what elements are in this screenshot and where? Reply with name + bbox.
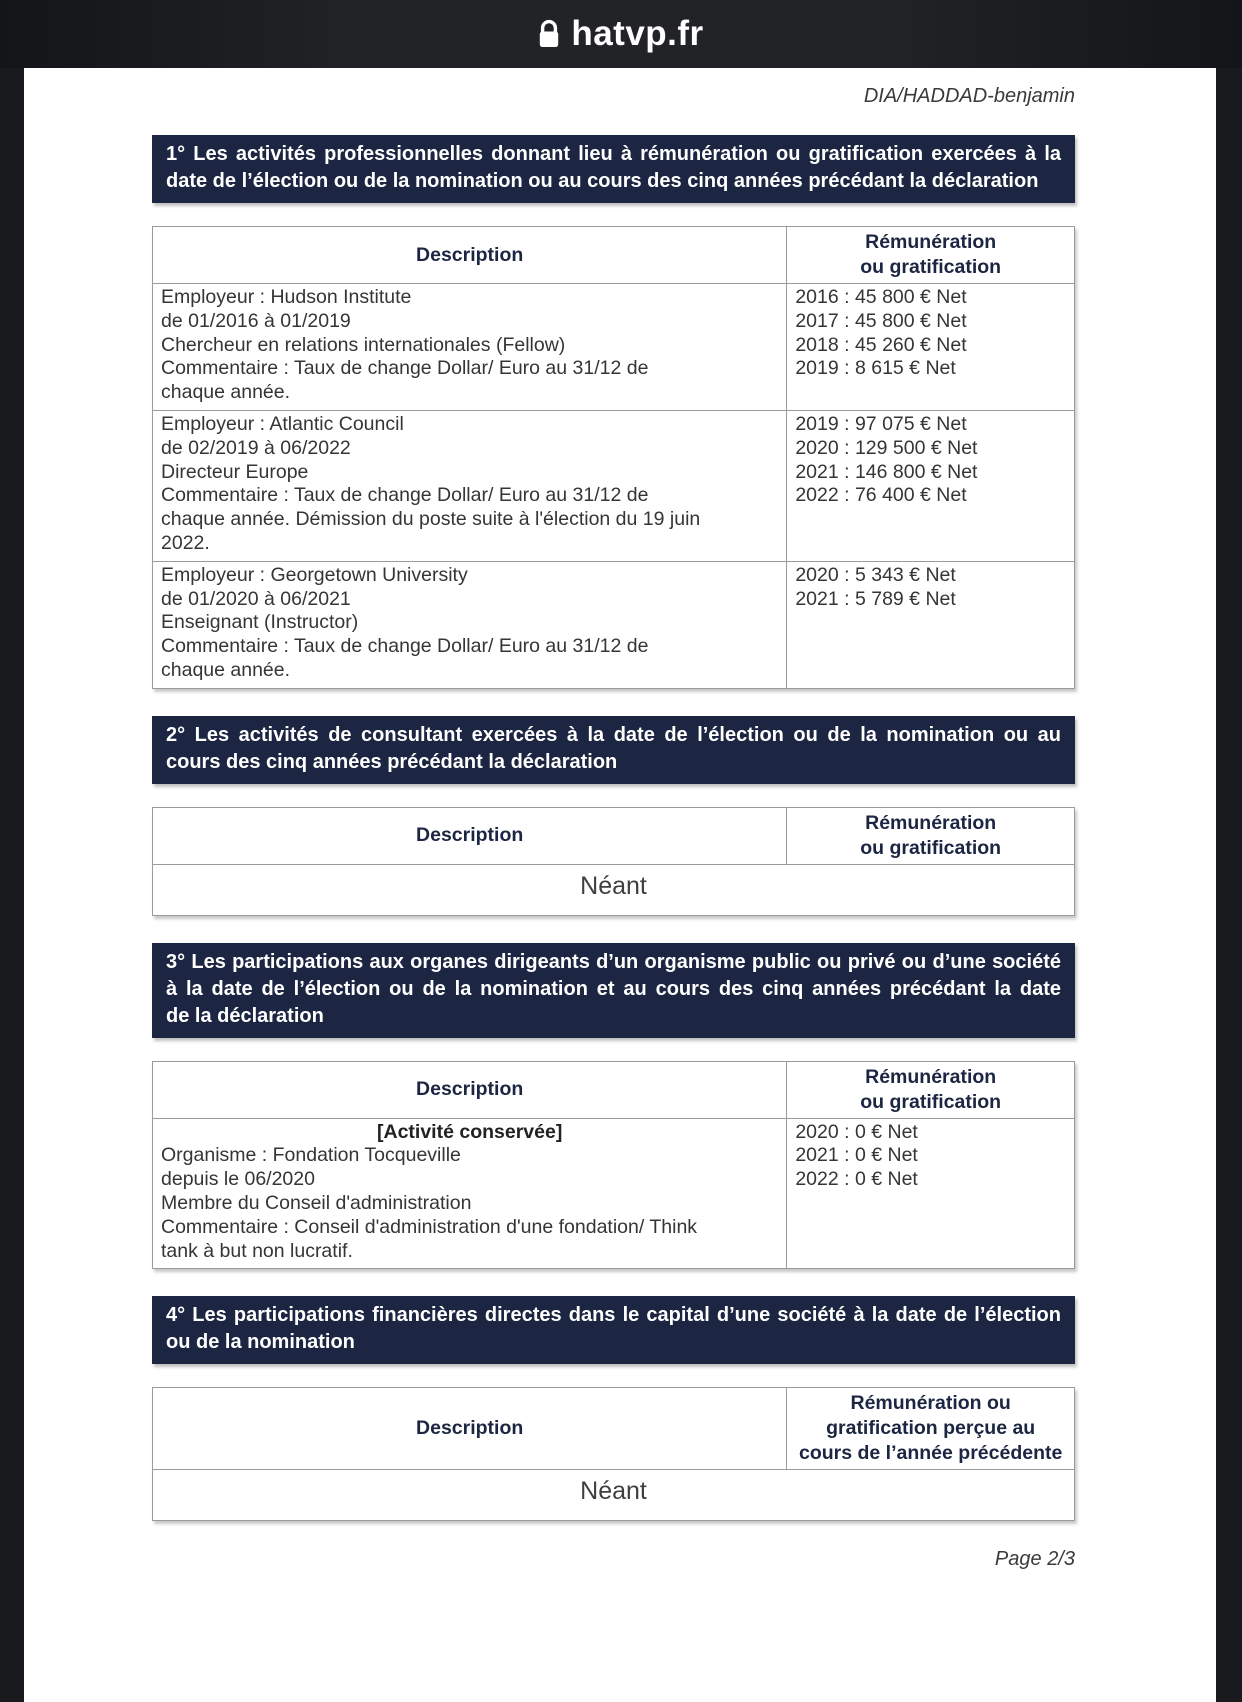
description-line: Commentaire : Conseil d'administration d'une fondation/ Think	[161, 1215, 698, 1238]
section-table-4	[152, 1387, 1075, 1521]
description-cell	[153, 284, 787, 411]
description-line: Employeur : Georgetown University	[161, 563, 468, 586]
description-line: Commentaire : Taux de change Dollar/ Euro au 31/12 de	[161, 635, 649, 658]
description-col-header-line: Description	[416, 1078, 524, 1101]
description-line: Directeur Europe	[161, 460, 309, 483]
table-header-row	[153, 1388, 1075, 1470]
lock-icon	[538, 19, 560, 50]
description-line: chaque année. Démission du poste suite à l'élection du 19 juin	[161, 508, 701, 531]
remuneration-cell	[787, 1118, 1075, 1269]
description-line: depuis le 06/2020	[161, 1168, 315, 1191]
remuneration-line: 2022 : 76 400 € Net	[795, 484, 967, 507]
remuneration-col-header-line: gratification perçue au	[826, 1417, 1036, 1440]
remuneration-col-header-line: Rémunération	[865, 231, 997, 253]
remuneration-col-header-line: Rémunération	[865, 1065, 997, 1088]
description-line: de 01/2016 à 01/2019	[161, 309, 351, 332]
remuneration-col-header	[787, 227, 1075, 284]
remuneration-line: 2020 : 129 500 € Net	[795, 436, 978, 459]
browser-address-bar[interactable]	[0, 0, 1242, 68]
table-row	[153, 1118, 1075, 1269]
section-header-4	[152, 1296, 1075, 1364]
remuneration-line: 2017 : 45 800 € Net	[795, 309, 967, 332]
description-line: de 02/2019 à 06/2022	[161, 436, 351, 459]
remuneration-cell	[787, 284, 1075, 411]
description-col-header	[153, 227, 787, 284]
activity-kept-label: [Activité conservée]	[377, 1120, 563, 1143]
section-header-1	[152, 135, 1075, 203]
table-header-row	[153, 227, 1075, 284]
section-header-line: 3° Les participations aux organes dirigeants d’un organisme public ou privé ou d’une société	[166, 950, 1061, 973]
page-indicator: Page 2/3	[994, 1548, 1075, 1571]
description-cell	[153, 410, 787, 561]
description-col-header-line: Description	[416, 824, 524, 847]
remuneration-col-header-line: cours de l’année précédente	[798, 1442, 1063, 1465]
description-cell	[153, 1118, 787, 1269]
remuneration-col-header	[787, 1061, 1075, 1118]
neant-row	[153, 864, 1075, 915]
neant-row	[153, 1470, 1075, 1521]
section-header-line: 1° Les activités professionnelles donnant lieu à rémunération ou gratification exercées à la	[166, 143, 1061, 165]
table-row	[153, 410, 1075, 561]
remuneration-col-header	[787, 1388, 1075, 1470]
description-line: Enseignant (Instructor)	[161, 611, 359, 634]
description-line: 2022.	[161, 531, 210, 554]
remuneration-line: 2018 : 45 260 € Net	[795, 333, 967, 356]
description-line: Membre du Conseil d'administration	[161, 1191, 472, 1214]
description-cell	[153, 561, 787, 688]
description-line: Employeur : Hudson Institute	[161, 286, 412, 308]
section-header-line: cours des cinq années précédant la déclaration	[166, 750, 618, 773]
description-line: Organisme : Fondation Tocqueville	[161, 1144, 461, 1167]
description-col-header-line: Description	[416, 1417, 524, 1440]
remuneration-line: 2021 : 0 € Net	[795, 1144, 918, 1167]
remuneration-line: 2020 : 5 343 € Net	[795, 563, 956, 586]
section-table-2	[152, 807, 1075, 916]
remuneration-line: 2021 : 5 789 € Net	[795, 587, 956, 610]
remuneration-col-header-line: Rémunération	[865, 811, 997, 834]
remuneration-line: 2020 : 0 € Net	[795, 1120, 918, 1143]
site-address-label: hatvp.fr	[571, 14, 704, 53]
remuneration-line: 2019 : 8 615 € Net	[795, 357, 956, 380]
remuneration-line: 2021 : 146 800 € Net	[795, 460, 978, 483]
description-line: Commentaire : Taux de change Dollar/ Euro au 31/12 de	[161, 484, 649, 507]
remuneration-line: 2019 : 97 075 € Net	[795, 412, 967, 435]
section-header-line: ou de la nomination	[166, 1331, 355, 1354]
table-header-row	[153, 1061, 1075, 1118]
remuneration-col-header-line: ou gratification	[860, 836, 1002, 859]
description-line: Employeur : Atlantic Council	[161, 412, 404, 435]
remuneration-col-header-line: ou gratification	[860, 1090, 1002, 1113]
remuneration-col-header-line: Rémunération ou	[850, 1392, 1011, 1415]
sections-host	[152, 135, 1075, 1521]
description-col-header-line: Description	[416, 243, 524, 266]
document-content	[152, 68, 1075, 1601]
description-line: chaque année.	[161, 381, 291, 404]
description-line: Chercheur en relations internationales (Fellow)	[161, 333, 566, 356]
doc-ref: DIA/HADDAD-benjamin	[863, 85, 1075, 107]
table-header-row	[153, 807, 1075, 864]
description-line: tank à but non lucratif.	[161, 1239, 353, 1262]
section-table-3	[152, 1061, 1075, 1270]
neant-cell: Néant	[153, 864, 1075, 915]
table-row	[153, 284, 1075, 411]
section-header-2	[152, 716, 1075, 784]
remuneration-line: 2022 : 0 € Net	[795, 1168, 918, 1191]
section-header-line: à la date de l’élection ou de la nomination et au cours des cinq années précédant la date	[166, 977, 1061, 1000]
description-line: Commentaire : Taux de change Dollar/ Euro au 31/12 de	[161, 357, 649, 380]
section-header-3	[152, 943, 1075, 1038]
section-header-line: 4° Les participations financières directes dans le capital d’une société à la date de l’élection	[166, 1304, 1061, 1327]
description-line: de 01/2020 à 06/2021	[161, 587, 351, 610]
remuneration-cell	[787, 410, 1075, 561]
remuneration-col-header-line: ou gratification	[860, 256, 1002, 278]
section-header-line: date de l’élection ou de la nomination ou au cours des cinq années précédant la déclaration	[166, 170, 1039, 192]
document-page	[24, 68, 1216, 1702]
remuneration-col-header	[787, 807, 1075, 864]
section-header-line: de la déclaration	[166, 1004, 324, 1027]
section-header-line: 2° Les activités de consultant exercées à la date de l’élection ou de la nomination ou au	[166, 723, 1061, 746]
description-col-header	[153, 1388, 787, 1470]
remuneration-line: 2016 : 45 800 € Net	[795, 286, 967, 308]
neant-cell: Néant	[153, 1470, 1075, 1521]
remuneration-cell	[787, 561, 1075, 688]
description-col-header	[153, 1061, 787, 1118]
section-table-1	[152, 226, 1075, 689]
table-row	[153, 561, 1075, 688]
description-line: chaque année.	[161, 658, 291, 681]
description-col-header	[153, 807, 787, 864]
